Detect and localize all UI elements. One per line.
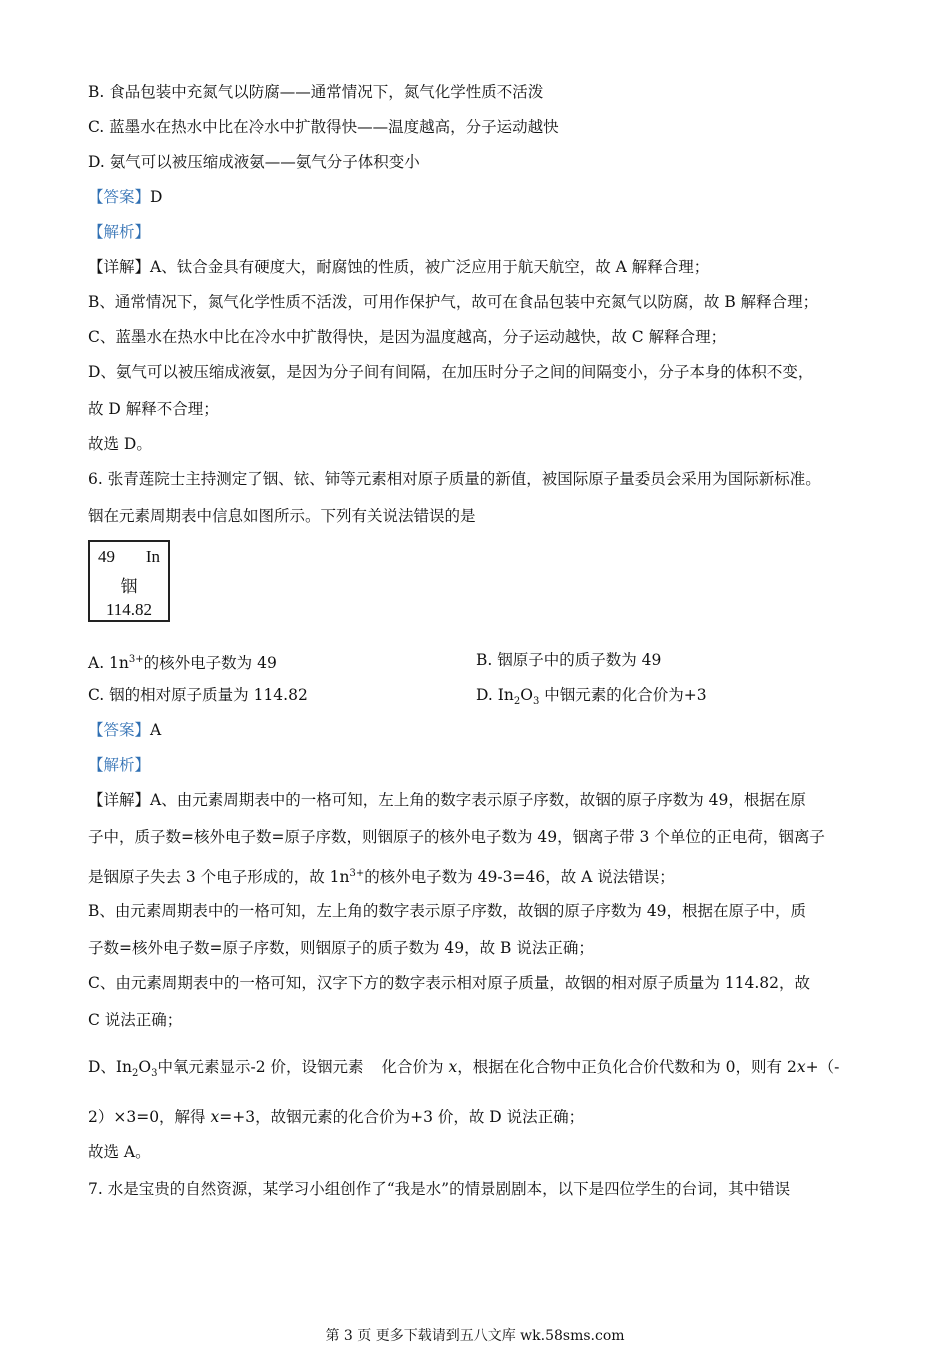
option-b-text: B. 食品包装中充氮气以防腐——通常情况下，氮气化学性质不活泼 xyxy=(88,83,544,101)
answer-line-1 xyxy=(88,187,162,207)
answer-value: A xyxy=(150,721,162,739)
element-name: 铟 xyxy=(120,577,138,597)
option-d-text: D. 氨气可以被压缩成液氨——氨气分子体积变小 xyxy=(88,153,420,171)
question-6-line-2: 铟在元素周期表中信息如图所示。下列有关说法错误的是 xyxy=(88,507,476,525)
explain-text: 的核外电子数为 49-3=46，故 A 说法错误； xyxy=(364,868,675,887)
detail-line: 故 D 解释不合理； xyxy=(88,400,219,418)
question-7-line: 7. 水是宝贵的自然资源，某学习小组创作了“我是水”的情景剧剧本，以下是四位学生的台词，其中错误 xyxy=(88,1180,791,1198)
detail-line: B、通常情况下，氮气化学性质不活泼，可用作保护气，故可在食品包装中充氮气以防腐，故 B 解释合理； xyxy=(88,293,819,311)
detail-line: 【详解】A、钛合金具有硬度大，耐腐蚀的性质，被广泛应用于航天航空，故 A 解释合理； xyxy=(88,258,710,276)
detail-line: 故选 D。 xyxy=(88,435,152,453)
explain-line: 故选 A。 xyxy=(88,1143,151,1161)
explain-text: 中氧元素显示-2 价，设铟元素 xyxy=(157,1058,364,1076)
explain-text: 是铟原子失去 3 个电子形成的，故 1n xyxy=(88,868,350,887)
explain-text: 2）×3=0，解得 xyxy=(88,1108,211,1126)
explain-line: C 说法正确； xyxy=(88,1011,183,1029)
choice-a-suffix: 的核外电子数为 49 xyxy=(143,654,277,673)
choice-d-sub2: 3 xyxy=(532,696,540,708)
explain-text: ，根据在化合物中正负化合价代数和为 0，则有 2 xyxy=(457,1058,797,1076)
explain-text: 化合价为 xyxy=(381,1058,449,1076)
explain-text: =+3，故铟元素的化合价为+3 价，故 D 说法正确； xyxy=(219,1108,585,1126)
choice-d-mid: O xyxy=(520,686,533,704)
explain-text: O xyxy=(138,1058,152,1076)
choice-d xyxy=(476,685,707,712)
explain-line xyxy=(88,1057,839,1084)
explain-sub: 2 xyxy=(132,1068,139,1080)
explain-line: 【详解】A、由元素周期表中的一格可知，左上角的数字表示原子序数，故铟的原子序数为 49，根据在原 xyxy=(88,791,806,809)
variable-x: x xyxy=(796,1058,806,1076)
page-footer: 第 3 页 更多下载请到五八文库 wk.58sms.com xyxy=(325,1328,625,1344)
detail-line: C、蓝墨水在热水中比在冷水中扩散得快，是因为温度越高，分子运动越快，故 C 解释合理； xyxy=(88,328,727,346)
explain-line: 子数=核外电子数=原子序数，则铟原子的质子数为 49，故 B 说法正确； xyxy=(88,939,594,957)
explain-line: 子中，质子数=核外电子数=原子序数，则铟原子的核外电子数为 49，铟离子带 3 个单位的正电荷，铟离子 xyxy=(88,828,825,846)
explain-sub: 3 xyxy=(151,1068,158,1080)
answer-value: D xyxy=(150,188,163,206)
answer-tag: 【答案】 xyxy=(88,721,151,739)
explain-line xyxy=(88,1107,584,1127)
choice-a-prefix: A. 1n xyxy=(88,654,129,673)
variable-x: x xyxy=(210,1108,220,1126)
question-6-line-1: 6. 张青莲院士主持测定了铟、铱、铈等元素相对原子质量的新值，被国际原子量委员会采用为国际新标准。 xyxy=(88,470,821,488)
element-symbol: In xyxy=(145,547,160,566)
choice-a xyxy=(88,650,277,673)
detail-line: D、氨气可以被压缩成液氨，是因为分子间有间隔，在加压时分子之间的间隔变小，分子本身的体积不变， xyxy=(88,363,814,381)
explain-text: D、In xyxy=(88,1058,133,1076)
element-atomic-number: 49 xyxy=(98,547,115,566)
choice-d-sub1: 2 xyxy=(513,696,521,708)
variable-x: x xyxy=(448,1058,458,1076)
answer-tag: 【答案】 xyxy=(88,188,151,206)
explain-line: C、由元素周期表中的一格可知，汉字下方的数字表示相对原子质量，故铟的相对原子质量为 114.82，故 xyxy=(88,974,811,992)
analysis-tag-2: 【解析】 xyxy=(88,756,151,774)
element-cell-indium xyxy=(88,540,170,622)
explain-line xyxy=(88,864,675,887)
choice-b: B. 铟原子中的质子数为 49 xyxy=(476,651,662,669)
choice-d-suffix: 中铟元素的化合价为+3 xyxy=(539,686,707,704)
option-c-text: C. 蓝墨水在热水中比在冷水中扩散得快——温度越高，分子运动越快 xyxy=(88,118,559,136)
choice-c: C. 铟的相对原子质量为 114.82 xyxy=(88,686,308,704)
explain-line: B、由元素周期表中的一格可知，左上角的数字表示原子序数，故铟的原子序数为 49，根据在原子中，质 xyxy=(88,902,807,920)
explain-text: +（- xyxy=(805,1058,840,1076)
choice-a-sup: 3+ xyxy=(128,654,144,665)
explain-sup: 3+ xyxy=(349,868,365,879)
choice-d-prefix: D. In xyxy=(476,686,514,704)
analysis-tag-1: 【解析】 xyxy=(88,223,151,241)
answer-line-2 xyxy=(88,720,161,740)
element-atomic-mass: 114.82 xyxy=(105,600,153,619)
